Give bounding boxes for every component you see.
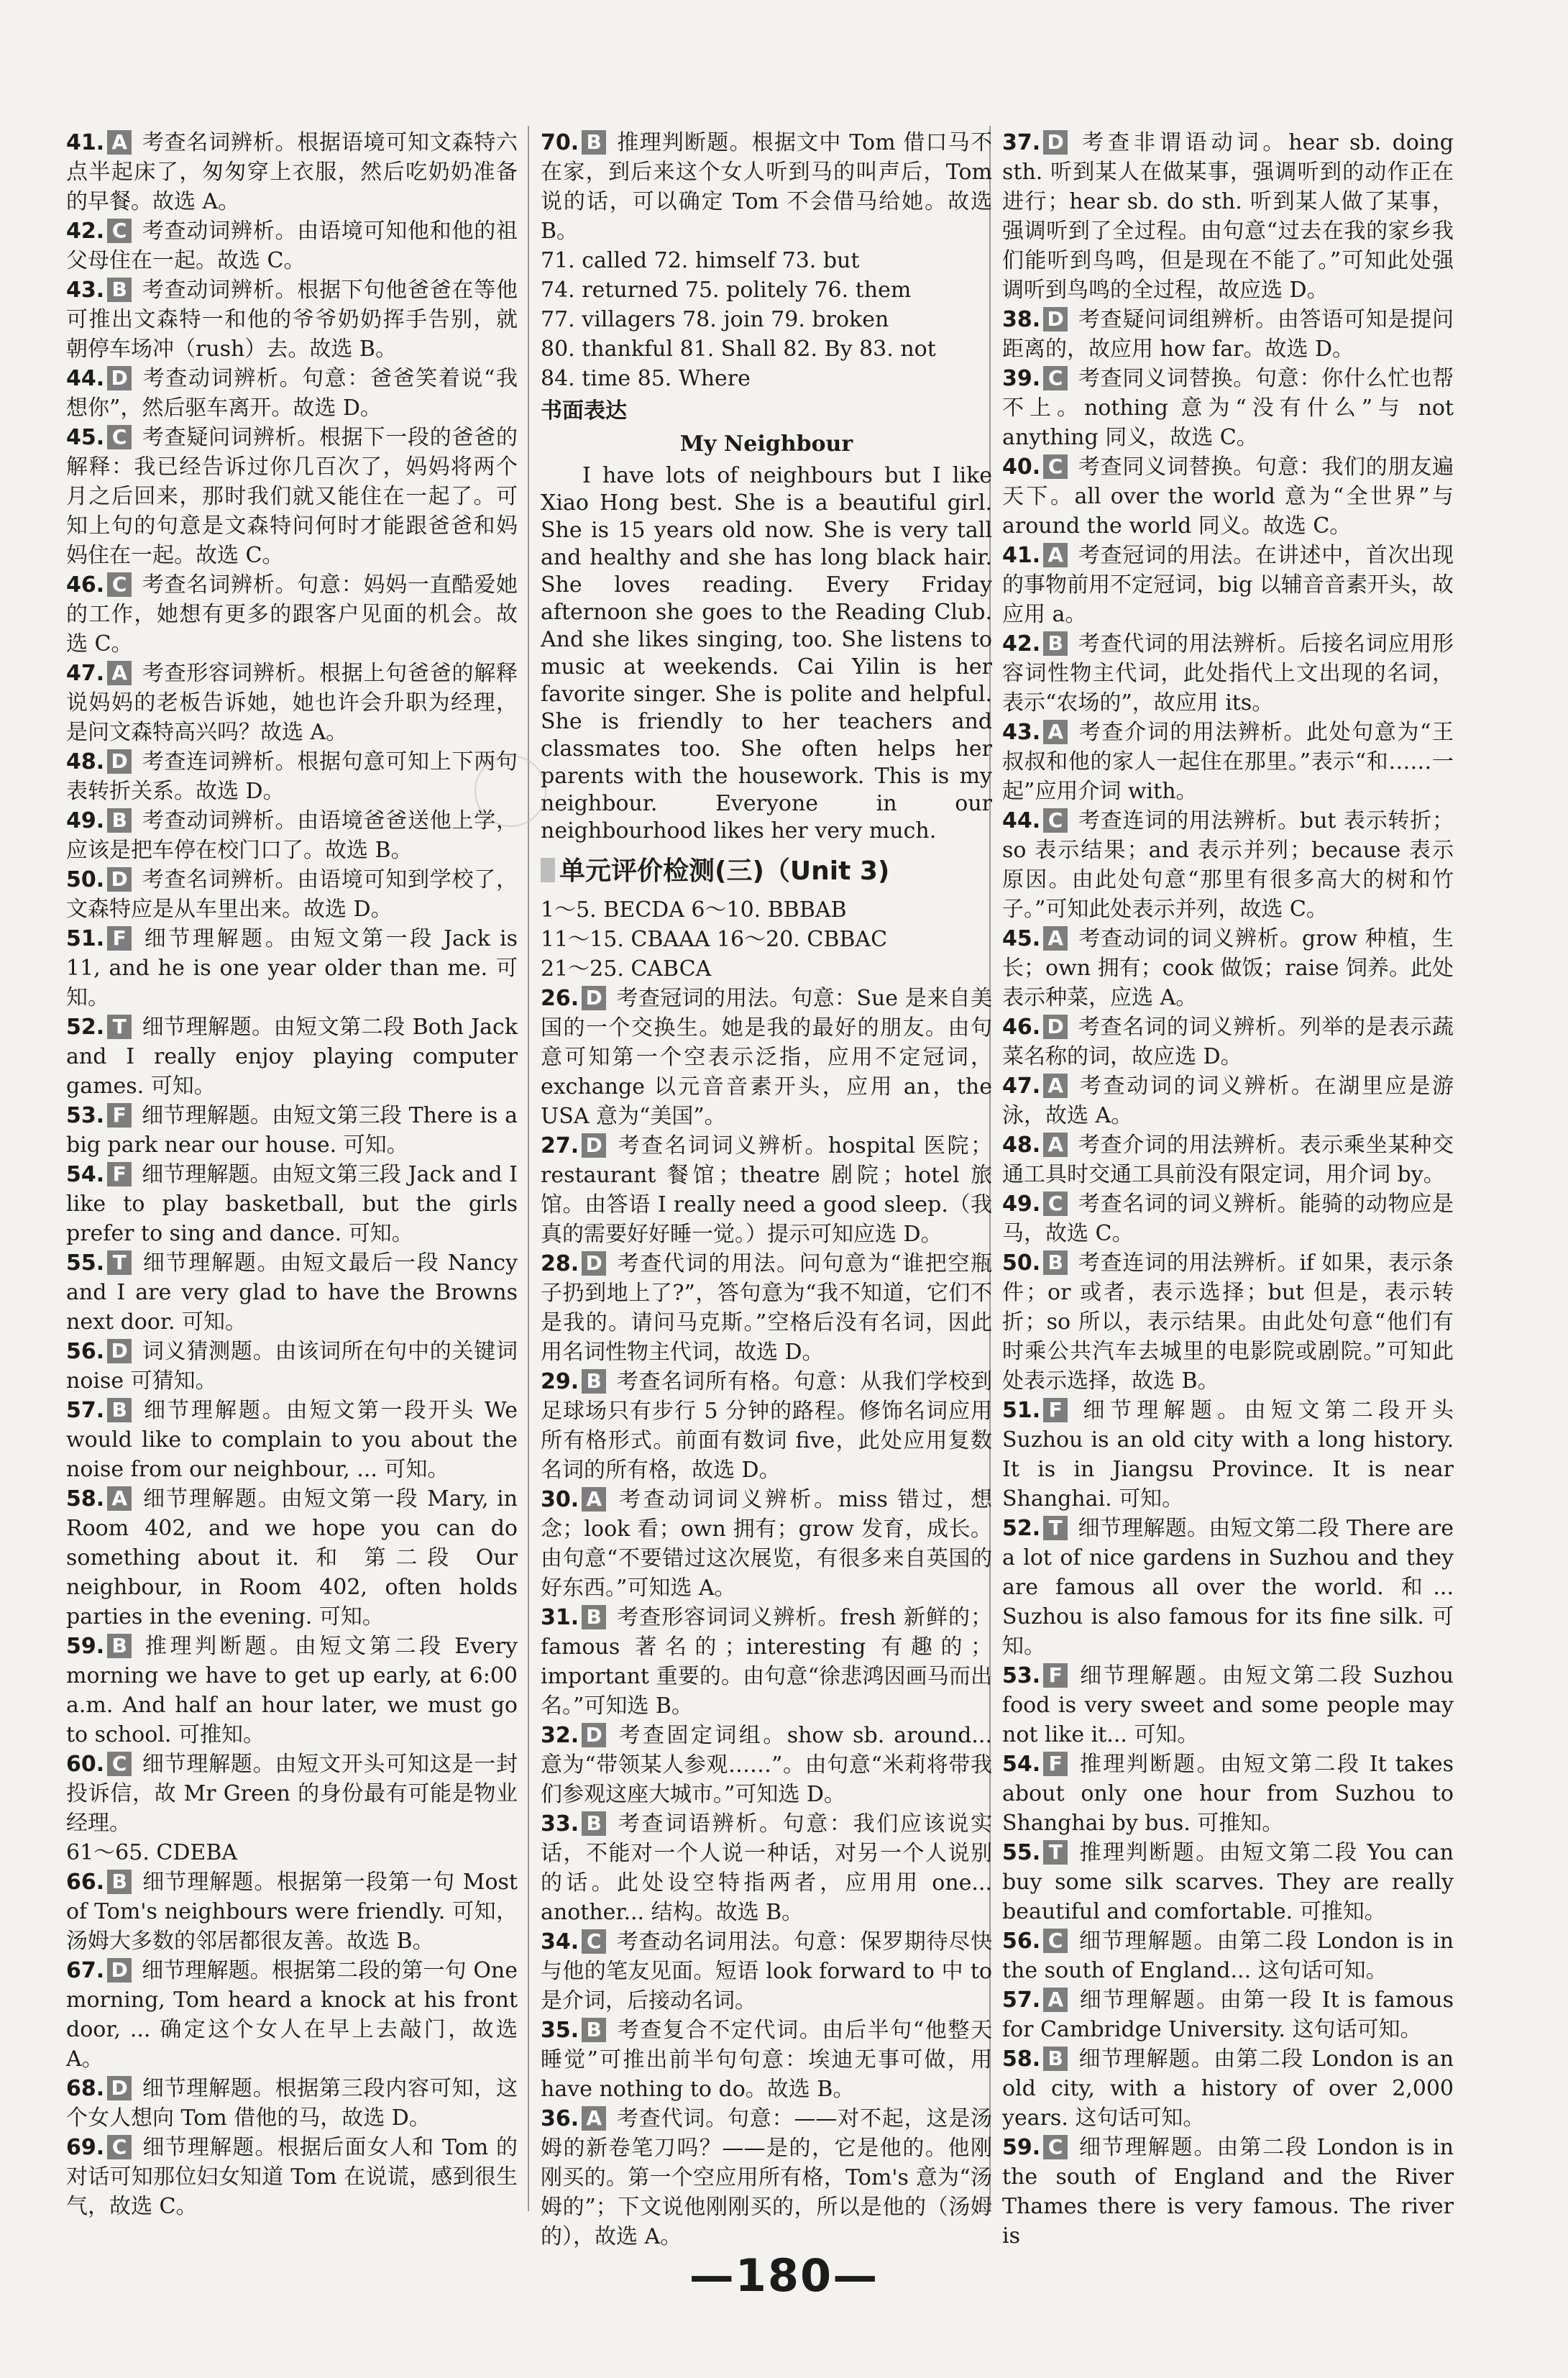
explanation-text: 考查形容词词义辨析。fresh 新鲜的；famous 著名的；interesting 有趣的；important 重要的。由句意“徐悲鸿因画马而出名。”可知选 B。 [541,1605,992,1719]
explanation-text: 细节理解题。根据第三段内容可知，这个女人想向 Tom 借他的马，故选 D。 [66,2076,518,2131]
answer-entry [1002,806,1454,924]
explanation-text: 细节理解题。由短文第一段开头 We would like to complain to you about the noise from our neighbour, ... 可知。 [66,1398,518,1482]
explanation-text: 考查动词辨析。由语境爸爸送他上学，应该是把车停在校门口了。故选 B。 [66,808,518,863]
word-answer-line: 84. time 85. Where [541,366,751,391]
answer-badge: C [1043,454,1068,479]
answer-badge: D [1043,1015,1068,1039]
section-title: 书面表达 [541,398,627,424]
question-number: 56. [66,1339,105,1364]
answer-entry [66,924,518,1012]
answer-entry [66,659,518,747]
question-number: 54. [1002,1752,1041,1777]
answer-badge: A [582,1487,606,1512]
question-number: 40. [1002,454,1041,480]
answer-badge: A [1043,720,1068,744]
answer-column-left [66,128,518,2221]
explanation-text: 细节理解题。由短文第三段 There is a big park near our house. 可知。 [66,1103,518,1158]
answer-badge: D [582,986,606,1010]
answer-badge: C [107,219,132,243]
answer-entry [541,1485,992,1603]
explanation-text: 考查名词辨析。根据语境可知文森特六点半起床了，匆匆穿上衣服，然后吃奶奶准备的早餐。故选 A。 [66,130,518,214]
answer-entry [1002,1189,1454,1248]
answer-entry [1002,1750,1454,1838]
explanation-text: 考查名词词义辨析。hospital 医院；restaurant 餐馆；theatre 剧院；hotel 旅馆。由答语 I really need a good sleep.（我真的需要好好睡一觉。）提示可知应选 D。 [541,1133,992,1247]
explanation-text: 考查介词的用法辨析。此处句意为“王叔叔和他的家人一起住在那里。”表示“和……一起”应用介词 with。 [1002,720,1454,804]
question-number: 45. [1002,926,1041,951]
question-number: 50. [66,867,105,892]
answer-entry [66,2133,518,2221]
answer-badge: A [1043,1133,1068,1157]
answer-badge: D [1043,307,1068,331]
answer-entry [1002,1396,1454,1514]
answer-entry [66,1101,518,1160]
explanation-text: 考查冠词的用法。句意：Sue 是来自美国的一个交换生。她是我的最好的朋友。由句意可知第一个空表示泛指，应用不定冠词，exchange 以元音音素开头，应用 an，the USA 意为“美国”。 [541,986,992,1129]
question-number: 52. [66,1015,105,1040]
page-number: —180— [689,2249,879,2302]
explanation-text: 推理判断题。由短文第二段 It takes about only one hour from Suzhou to Shanghai by bus. 可推知。 [1002,1752,1454,1836]
mc-answer-line: 11～15. CBAAA 16～20. CBBAC [541,927,888,952]
explanation-text: 细节理解题。由短文第三段 Jack and I like to play basketball, but the girls prefer to sing and dance. 可知。 [66,1162,518,1246]
answer-entry [66,128,518,216]
col2-entries [541,984,992,2251]
answer-entry [1002,1985,1454,2044]
answer-badge: D [107,1958,132,1983]
explanation-text: 考查非谓语动词。hear sb. doing sth. 听到某人在做某事，强调听到的动作正在进行；hear sb. do sth. 听到某人做了某事，强调听到了全过程。由句意“过去在我的家乡我们能听到鸟鸣，但是现在不能了。”可知此处强调听到鸟鸣的全过程，故应选 D。 [1002,130,1454,303]
essay-body: I have lots of neighbours but I like Xiao Hong best. She is a beautiful girl. She is 15 years old now. She is very tall and healthy and she has long black hair. She loves reading. Every Friday afternoon she goes to the Reading Club. And she likes singing, too. She listens to music at weekends. Cai Yilin is her favorite singer. She is polite and helpful. She is friendly to her teachers and classmates too. She often helps her parents with the housework. This is my neighbour. Everyone in our neighbourhood likes her very much. [541,463,992,843]
answer-badge: C [1043,1192,1068,1216]
answer-entry [66,1396,518,1484]
explanation-text: 考查词语辨析。句意：我们应该说实话，不能对一个人说一种话，对另一个人说别的话。此处设空特指两者，应用用 one... another... 结构。故选 B。 [541,1811,992,1925]
question-number: 36. [541,2106,579,2131]
question-number: 35. [541,2018,579,2043]
question-number: 48. [1002,1133,1041,1158]
answer-badge: B [1043,2047,1068,2071]
explanation-text: 考查复合不定代词。由后半句“他整天睡觉”可推出前半句句意：埃迪无事可做，用 have nothing to do。故选 B。 [541,2018,992,2102]
answer-badge: C [1043,366,1068,390]
answer-badge: B [1043,1250,1068,1275]
answer-entry [541,1809,992,1927]
answer-entry [66,865,518,924]
answer-entry [1002,924,1454,1012]
question-number: 29. [541,1369,579,1394]
question-number: 55. [1002,1840,1041,1865]
question-number: 49. [66,808,105,833]
answer-badge: B [1043,631,1068,656]
answer-badge: T [1043,1516,1068,1540]
question-number: 42. [1002,631,1041,657]
answer-badge: F [107,1162,132,1186]
mc-answer-line: 1～5. BECDA 6～10. BBBAB [541,897,847,923]
question-number: 45. [66,425,105,450]
question-number: 50. [1002,1250,1041,1276]
answer-badge: A [107,1486,132,1511]
answer-badge: B [582,1369,606,1394]
answer-badge: C [1043,1929,1068,1953]
explanation-text: 推理判断题。由短文第二段 Every morning we have to get up early, at 6:00 a.m. And half an hour later, we must go to school. 可推知。 [66,1634,518,1747]
answer-entry [1002,305,1454,364]
answer-entry [1002,1071,1454,1130]
unit-heading [541,852,992,891]
question-number: 59. [66,1634,105,1659]
answer-badge: A [1043,1988,1068,2012]
question-number: 68. [66,2076,105,2101]
col2-entries-top [541,128,992,246]
question-number: 42. [66,219,105,244]
answer-entry [66,275,518,364]
question-number: 58. [66,1486,105,1512]
answer-column-right [1002,128,1454,2251]
explanation-text: 推理判断题。根据文中 Tom 借口马不在家，到后来这个女人听到马的叫声后，Tom 说的话，可以确定 Tom 不会借马给她。故选 B。 [541,130,992,244]
question-number: 28. [541,1251,579,1276]
question-number: 37. [1002,130,1041,155]
answer-entry [1002,1248,1454,1396]
answer-badge: D [107,366,132,390]
answer-badge: A [107,661,132,685]
explanation-text: 考查名词所有格。句意：从我们学校到足球场只有步行 5 分钟的路程。修饰名词应用所有格形式。前面有数词 five，此处应用复数名词的所有格，故选 D。 [541,1369,992,1483]
explanation-text: 细节理解题。根据第二段的第一句 One morning, Tom heard a knock at his front door, ... 确定这个女人在早上去敲门，故选 A。 [66,1958,518,2072]
answer-entry [66,1248,518,1337]
explanation-text: 考查名词辨析。由语境可知到学校了，文森特应是从车里出来。故选 D。 [66,867,518,922]
question-number: 57. [66,1398,105,1423]
explanation-text: 考查同义词替换。句意：你什么忙也帮不上。nothing 意为“没有什么”与 not anything 同义，故选 C。 [1002,366,1454,450]
question-number: 31. [541,1605,579,1630]
answer-entry [1002,364,1454,452]
explanation-text: 细节理解题。由短文第二段 There are a lot of nice gardens in Suzhou and they are famous all over the world. 和... Suzhou is also famous for its fine silk. 可知。 [1002,1516,1454,1659]
explanation-text: 细节理解题。由短文开头可知这是一封投诉信，故 Mr Green 的身份最有可能是物业经理。 [66,1752,518,1836]
answer-badge: C [107,572,132,597]
answer-entry [66,1750,518,1838]
answer-entry [1002,1012,1454,1071]
word-answers [541,246,992,393]
explanation-text: 细节理解题。由短文第二段 Suzhou food is very sweet and some people may not like it... 可知。 [1002,1663,1454,1747]
answer-entry [1002,629,1454,718]
question-number: 49. [1002,1192,1041,1217]
answer-badge: F [107,1103,132,1128]
answer-entry [1002,1661,1454,1750]
question-number: 30. [541,1487,579,1512]
question-number: 41. [1002,543,1041,568]
answer-entry [1002,1926,1454,1985]
explanation-text: 考查动词辨析。根据下句他爸爸在等他可推出文森特一和他的爷爷奶奶挥手告别，就朝停车场冲（rush）去。故选 B。 [66,278,518,362]
answer-badge: T [107,1015,132,1039]
explanation-text: 考查动词的词义辨析。在湖里应是游泳，故选 A。 [1002,1074,1454,1128]
explanation-text: 细节理解题。由短文第一段 Mary, in Room 402, and we hope you can do something about it. 和 第二段 Our neighbour, in Room 402, often holds parties in the evening. 可知。 [66,1486,518,1629]
answer-entry [66,806,518,865]
explanation-text: 推理判断题。由短文第二段 You can buy some silk scarves. They are really beautiful and comfortable. 可推知。 [1002,1840,1454,1924]
answer-entry [541,1367,992,1485]
explanation-text: 考查形容词辨析。根据上句爸爸的解释说妈妈的老板告诉她，她也许会升职为经理，是问文森特高兴吗？故选 A。 [66,661,518,745]
question-number: 66. [66,1870,105,1895]
answer-entry [66,1012,518,1101]
explanation-text: 考查疑问词辨析。根据下一段的爸爸的解释：我已经告诉过你几百次了，妈妈将两个月之后回来，那时我们就又能住在一起了。可知上句的句意是文森特问何时才能跟爸爸和妈妈住在一起。故选 C。 [66,425,518,568]
explanation-text: 考查动词辨析。句意：爸爸笑着说“我想你”，然后驱车离开。故选 D。 [66,366,518,421]
answer-column-middle [541,128,992,2251]
answer-badge: D [107,1339,132,1363]
answer-badge: B [107,1870,132,1894]
answer-entry [541,128,992,246]
answer-entry [1002,1838,1454,1926]
explanation-text: 细节理解题。由第二段 London is in the south of England and the River Thames there is very famous. The river is [1002,2135,1454,2249]
answer-entry [1002,541,1454,629]
question-number: 46. [66,572,105,598]
question-number: 69. [66,2135,105,2160]
explanation-text: 考查代词的用法辨析。后接名词应用形容词性物主代词，此处指代上文出现的名词，表示“农场的”，故应用 its。 [1002,631,1454,715]
word-answer-line: 80. thankful 81. Shall 82. By 83. not [541,337,936,362]
explanation-text: 细节理解题。由短文最后一段 Nancy and I are very glad to have the Browns next door. 可知。 [66,1250,518,1335]
answer-entry [1002,128,1454,305]
answer-entry [1002,718,1454,806]
answer-entry [1002,452,1454,541]
word-answer-line: 71. called 72. himself 73. but [541,248,860,273]
word-answer-line: 77. villagers 78. join 79. broken [541,307,889,332]
explanation-text: 考查疑问词组辨析。由答语可知是提问距离的，故应用 how far。故选 D。 [1002,307,1454,362]
explanation-text: 考查同义词替换。句意：我们的朋友遍天下。all over the world 意为“全世界”与 around the world 同义。故选 C。 [1002,454,1454,539]
answer-range: 61～65. CDEBA [66,1840,238,1865]
explanation-text: 考查名词的词义辨析。列举的是表示蔬菜名称的词，故应选 D。 [1002,1015,1454,1069]
question-number: 34. [541,1929,579,1954]
explanation-text: 细节理解题。根据后面女人和 Tom 的对话可知那位妇女知道 Tom 在说谎，感到很生气，故选 C。 [66,2135,518,2219]
answer-entry [66,216,518,275]
answer-badge: A [582,2106,606,2131]
question-number: 53. [1002,1663,1041,1688]
answer-entry [66,364,518,423]
question-number: 47. [66,661,105,686]
question-number: 27. [541,1133,579,1158]
explanation-text: 考查名词的词义辨析。能骑的动物应是马，故选 C。 [1002,1192,1454,1246]
explanation-text: 考查连词辨析。根据句意可知上下两句表转折关系。故选 D。 [66,749,518,804]
answer-badge: T [107,1250,132,1275]
question-number: 43. [66,278,105,303]
question-number: 53. [66,1103,105,1128]
question-number: 70. [541,130,579,155]
answer-entry [66,570,518,659]
explanation-text: 考查连词的用法辨析。but 表示转折；so 表示结果；and 表示并列；because 表示原因。由此处句意“那里有很多高大的树和竹子。”可知此处表示并列，故选 C。 [1002,808,1454,922]
explanation-text: 考查动词辨析。由语境可知他和他的祖父母住在一起。故选 C。 [66,219,518,273]
question-number: 47. [1002,1074,1041,1099]
essay-title: My Neighbour [679,431,853,457]
question-number: 58. [1002,2047,1041,2072]
answer-badge: B [582,130,606,155]
answer-badge: A [1043,1074,1068,1098]
answer-entry [541,1721,992,1809]
answer-badge: C [107,1752,132,1776]
question-number: 60. [66,1752,105,1777]
explanation-text: 考查名词辨析。句意：妈妈一直酷爱她的工作，她想有更多的跟客户见面的机会。故选 C。 [66,572,518,657]
answer-badge: T [1043,1840,1068,1865]
question-number: 54. [66,1162,105,1187]
answer-badge: B [582,2018,606,2042]
answer-badge: D [107,867,132,892]
explanation-text: 细节理解题。由第二段 London is in the south of England... 这句话可知。 [1002,1929,1454,1983]
answer-badge: C [107,425,132,449]
answer-badge: B [107,278,132,302]
answer-badge: B [582,1811,606,1836]
explanation-text: 考查动词的词义辨析。grow 种植，生长；own 拥有；cook 做饭；raise 饲养。此处表示种菜，应选 A。 [1002,926,1454,1010]
answer-entry [66,747,518,806]
explanation-text: 细节理解题。由短文第一段 Jack is 11, and he is one year older than me. 可知。 [66,926,518,1010]
explanation-text: 考查连词的用法辨析。if 如果，表示条件；or 或者，表示选择；but 但是，表示转折；so 所以，表示结果。由此处句意“他们有时乘公共汽车去城里的电影院或剧院。”可知此处表示选择，故选 B。 [1002,1250,1454,1394]
answer-badge: A [107,130,132,155]
question-number: 52. [1002,1516,1041,1541]
answer-badge: C [107,2135,132,2159]
answer-entry [66,1160,518,1248]
question-number: 32. [541,1723,579,1748]
explanation-text: 考查动词词义辨析。miss 错过，想念；look 看；own 拥有；grow 发育，成长。由句意“不要错过这次展览，有很多来自英国的好东西。”可知选 A。 [541,1487,992,1601]
column-divider-1 [528,126,529,2211]
answer-badge: B [107,808,132,833]
answer-badge: B [582,1605,606,1629]
question-number: 41. [66,130,105,155]
question-number: 67. [66,1958,105,1983]
unit-marker [541,858,555,882]
answer-entry [541,2104,992,2251]
answer-badge: F [1043,1752,1068,1776]
answer-badge: A [1043,926,1068,951]
answer-entry [66,1484,518,1632]
answer-entry [541,2016,992,2104]
question-number: 59. [1002,2135,1041,2160]
answer-entry [1002,2133,1454,2251]
explanation-text: 考查代词。句意：——对不起，这是汤姆的新卷笔刀吗？——是的，它是他的。他刚刚买的。第一个空应用所有格，Tom's 意为“汤姆的”；下文说他刚刚买的，所以是他的（汤姆的），故选 A。 [541,2106,992,2249]
answer-badge: C [1043,2135,1068,2159]
explanation-text: 考查介词的用法辨析。表示乘坐某种交通工具时交通工具前没有限定词，用介词 by。 [1002,1133,1454,1187]
question-number: 26. [541,986,579,1011]
answer-entry [1002,2044,1454,2133]
explanation-text: 考查冠词的用法。在讲述中，首次出现的事物前用不定冠词，big 以辅音音素开头，故应用 a。 [1002,543,1454,627]
explanation-text: 细节理解题。由第一段 It is famous for Cambridge University. 这句话可知。 [1002,1988,1454,2042]
question-number: 55. [66,1250,105,1276]
answer-entry [66,2074,518,2133]
question-number: 43. [1002,720,1041,745]
explanation-text: 细节理解题。根据第一段第一句 Most of Tom's neighbours were friendly. 可知，汤姆大多数的邻居都很友善。故选 B。 [66,1870,518,1954]
question-number: 38. [1002,307,1041,332]
answer-badge: D [107,2076,132,2100]
question-number: 51. [66,926,105,951]
question-number: 48. [66,749,105,774]
explanation-text: 考查固定词组。show sb. around... 意为“带领某人参观……”。由句意“米莉将带我们参观这座大城市。”可知选 D。 [541,1723,992,1807]
answer-entry [66,1337,518,1396]
answer-badge: C [582,1929,606,1954]
answer-entry [66,1632,518,1750]
question-number: 44. [1002,808,1041,833]
question-number: 51. [1002,1398,1041,1423]
answer-entry [1002,1514,1454,1661]
answer-badge: C [1043,808,1068,833]
answer-entry [541,1131,992,1249]
answer-entry [1002,1130,1454,1189]
unit-title: 单元评价检测(三)（Unit 3) [559,856,890,886]
question-number: 56. [1002,1929,1041,1954]
mc-answers [541,895,992,984]
answer-entry [541,1927,992,2016]
answer-entry [541,984,992,1131]
answer-badge: D [582,1723,606,1747]
answer-badge: D [582,1133,606,1158]
answer-badge: D [1043,130,1068,155]
answer-badge: D [107,749,132,774]
question-number: 46. [1002,1015,1041,1040]
answer-entry [66,1867,518,1956]
answer-badge: F [1043,1398,1068,1422]
question-number: 39. [1002,366,1041,391]
answer-badge: B [107,1634,132,1658]
answer-badge: F [107,926,132,951]
explanation-text: 细节理解题。由第二段 London is an old city, with a history of over 2,000 years. 这句话可知。 [1002,2047,1454,2131]
answer-entry [66,423,518,570]
answer-badge: B [107,1398,132,1422]
answer-entry [541,1603,992,1721]
answer-entry [541,1249,992,1367]
explanation-text: 词义猜测题。由该词所在句中的关键词 noise 可猜知。 [66,1339,518,1394]
question-number: 44. [66,366,105,391]
explanation-text: 考查代词的用法。问句意为“谁把空瓶子扔到地上了?”，答句意为“我不知道，它们不是我的。请问马克斯。”空格后没有名词，因此用名词性物主代词，故选 D。 [541,1251,992,1365]
answer-badge: A [1043,543,1068,567]
explanation-text: 考查动名词用法。句意：保罗期待尽快与他的笔友见面。短语 look forward to 中 to 是介词，后接动名词。 [541,1929,992,2013]
answer-badge: D [582,1251,606,1276]
answer-entry [66,1956,518,2074]
mc-answer-line: 21～25. CABCA [541,956,712,982]
question-number: 57. [1002,1988,1041,2013]
question-number: 33. [541,1811,579,1837]
answer-badge: F [1043,1663,1068,1688]
explanation-text: 细节理解题。由短文第二段 Both Jack and I really enjoy playing computer games. 可知。 [66,1015,518,1099]
word-answer-line: 74. returned 75. politely 76. them [541,278,912,303]
explanation-text: 细节理解题。由短文第二段开头 Suzhou is an old city with a long history. It is in Jiangsu Province. It is near Shanghai. 可知。 [1002,1398,1454,1512]
